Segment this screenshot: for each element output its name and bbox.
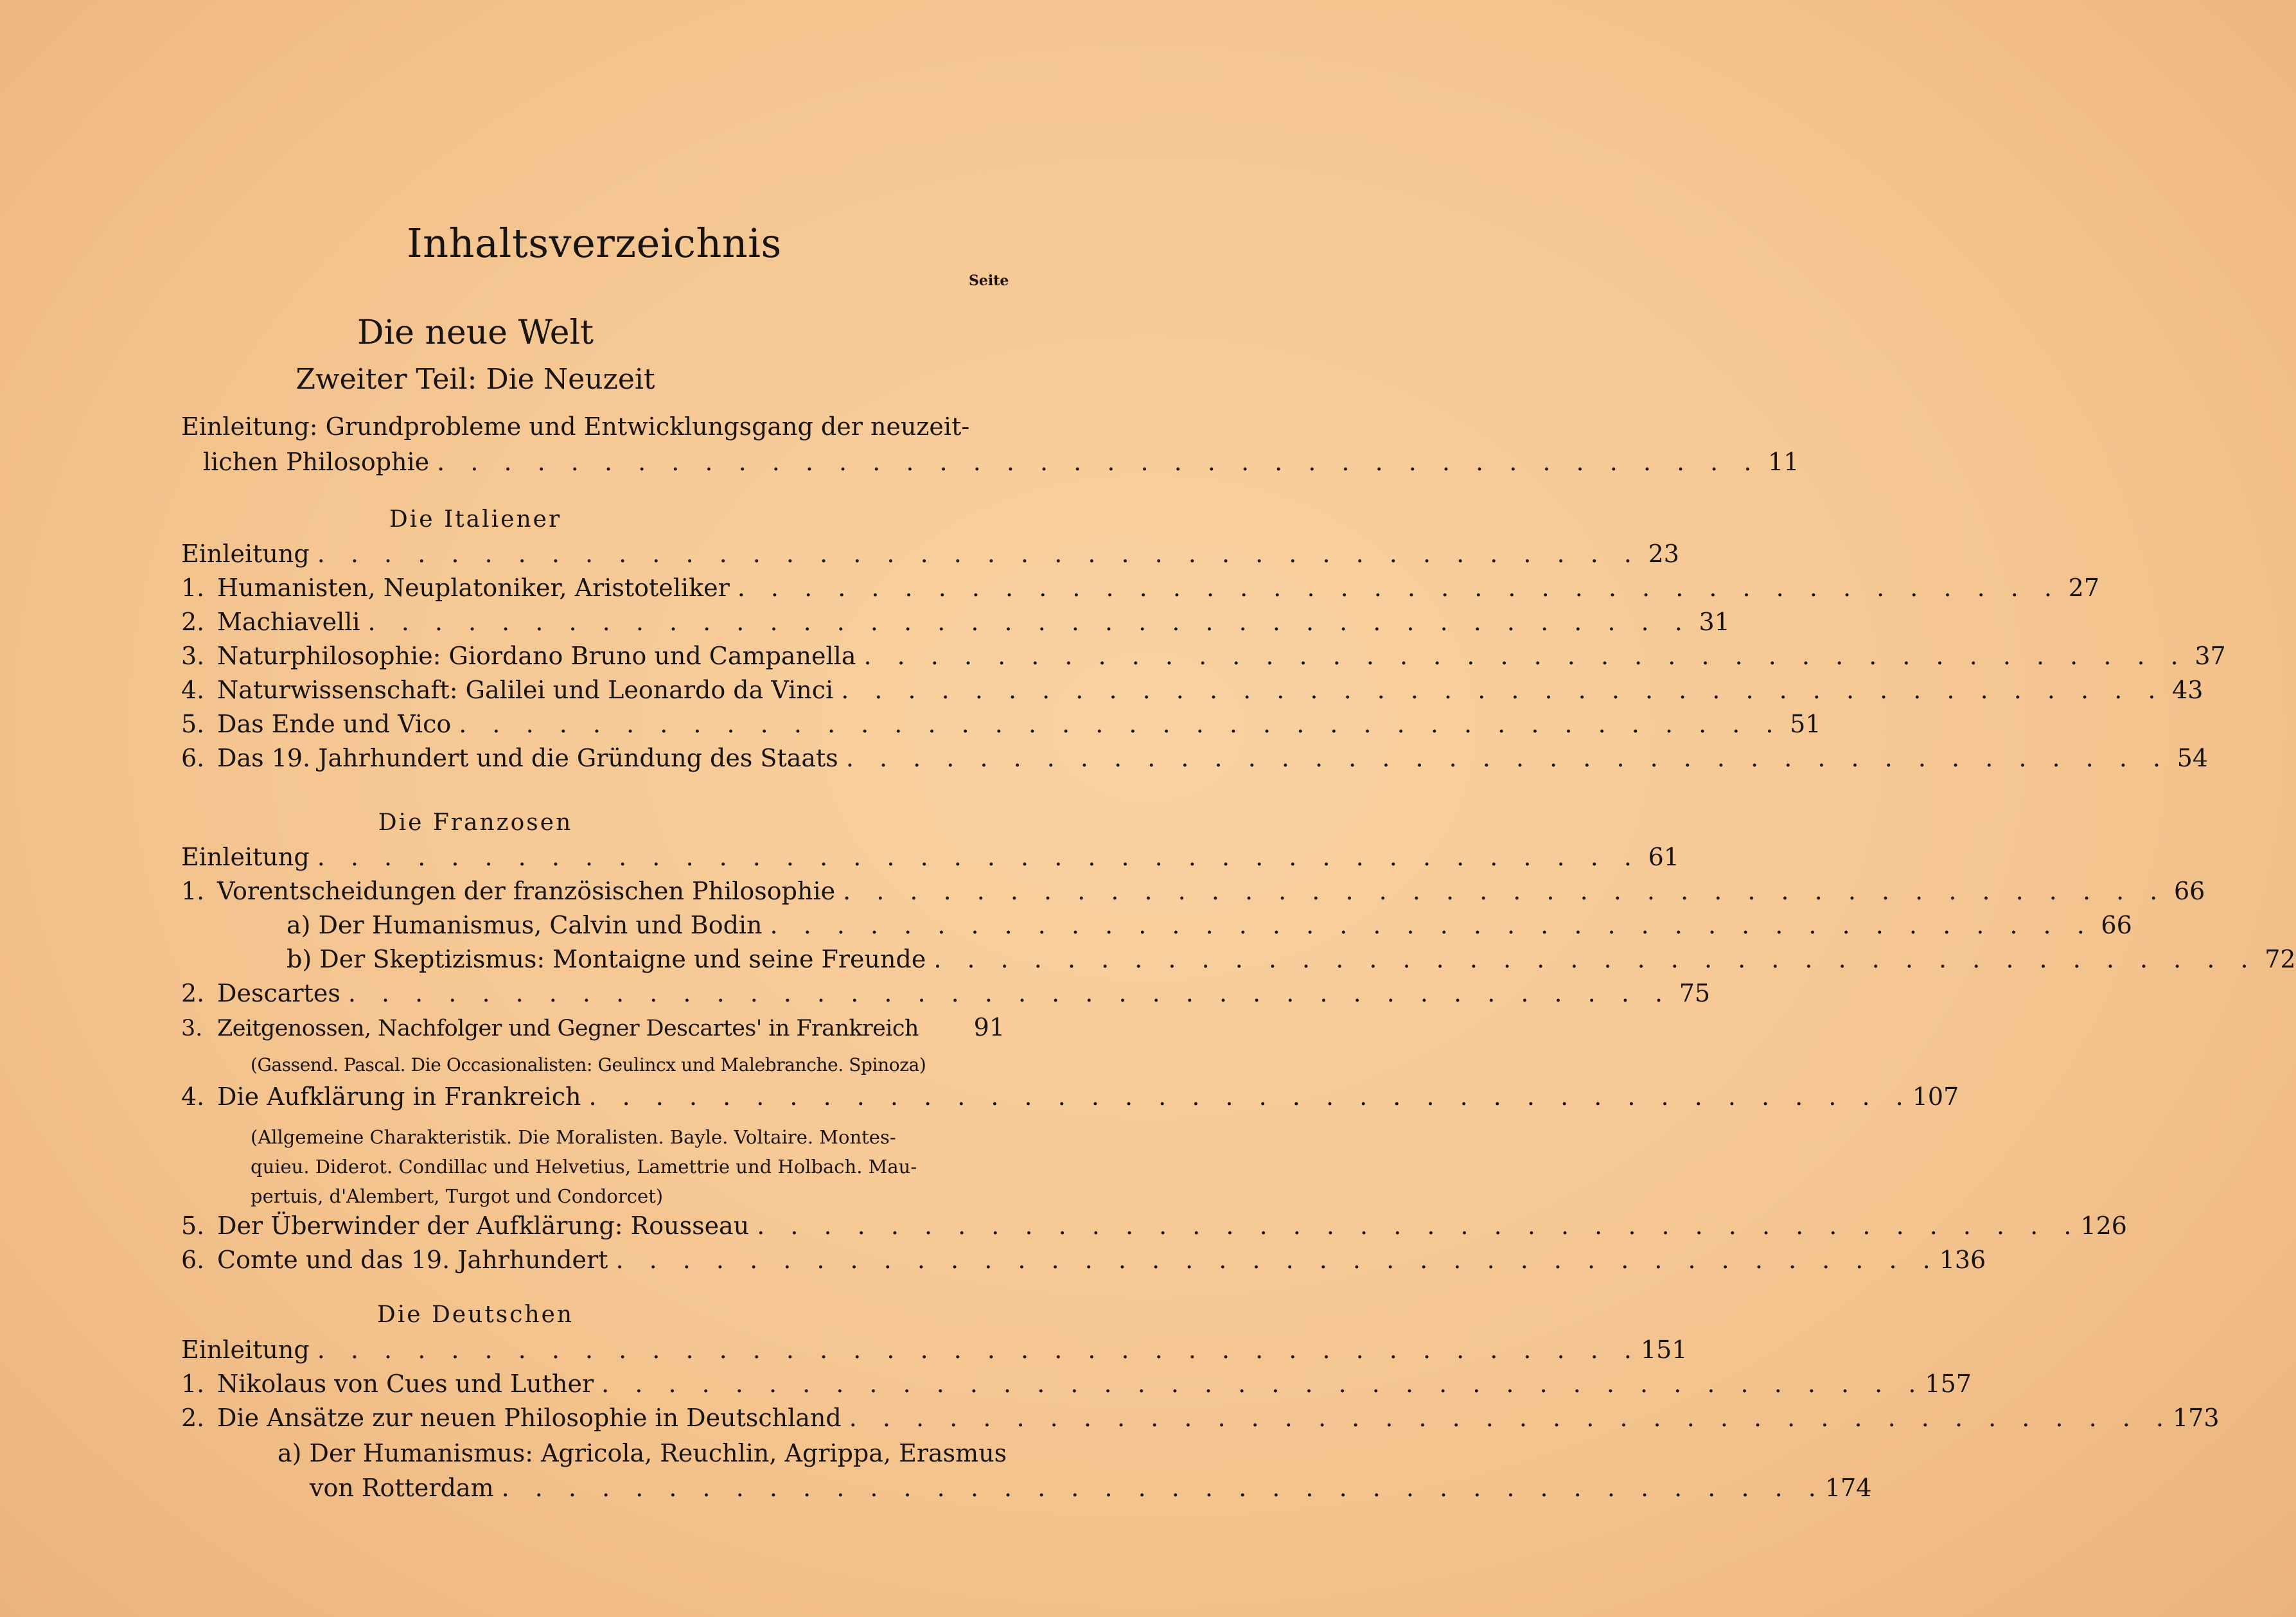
- entry-label: Der Überwinder der Aufklärung: Rousseau: [217, 1212, 750, 1240]
- entry-page: 54: [2177, 744, 2209, 772]
- toc-entry: [181, 710, 1821, 745]
- entry-label: Machiavelli: [217, 608, 360, 636]
- entry-page: 151: [1640, 1336, 1688, 1364]
- leader-dots: . . . . . . . . . . . . . . . . . . . . . . . . . . . . . . . . . . . . . . . .: [845, 744, 2170, 772]
- entry-page: 91: [973, 1013, 1005, 1041]
- toc-entry: [181, 1013, 1005, 1048]
- toc-entry: [181, 1370, 1972, 1404]
- toc-entry: [181, 744, 2209, 779]
- leader-dots: . . . . . . . . . . . . . . . . . . . . . . . . . . . . . . . . . . . . . . . .: [601, 1370, 1925, 1398]
- toc-subentry: [310, 1474, 1872, 1508]
- intro-entry: [203, 448, 1799, 482]
- leader-dots: . . . . . . . . . . . . . . . . . . . . . . . . . . . . . . . . . . . . . . . .: [437, 448, 1761, 476]
- toc-subentry: [287, 911, 2132, 946]
- entry-page: 174: [1824, 1474, 1872, 1502]
- toc-entry: [181, 877, 2205, 912]
- section-heading-franzosen: Die Franzosen: [378, 809, 573, 836]
- entry-page: 157: [1925, 1370, 1972, 1398]
- entry-page: 61: [1648, 843, 1679, 871]
- entry-number: 5.: [181, 1212, 205, 1240]
- entry-note: quieu. Diderot. Condillac und Helvetius, Lamettrie und Holbach. Mau-: [251, 1156, 917, 1178]
- entry-page: 27: [2068, 574, 2100, 602]
- entry-number: 2.: [181, 979, 205, 1007]
- entry-number: 2.: [181, 1404, 205, 1432]
- leader-dots: . . . . . . . . . . . . . . . . . . . . . . . . . . . . . . . . . . . . . . . .: [841, 676, 2165, 704]
- entry-label: Einleitung: [181, 540, 310, 568]
- entry-number: 6.: [181, 1246, 205, 1274]
- leader-dots: . . . . . . . . . . . . . . . . . . . . . . . . . . . . . . . . . . . . . . . .: [317, 540, 1641, 568]
- entry-page: 173: [2172, 1404, 2220, 1432]
- entry-number: 3.: [181, 1016, 203, 1041]
- entry-label: Einleitung: [181, 1336, 310, 1364]
- entry-label: Descartes: [217, 979, 340, 1007]
- toc-entry: [181, 979, 1711, 1014]
- entry-label: Einleitung: [181, 843, 310, 871]
- leader-dots: . . . . . . . . . . . . . . . . . . . . . . . . . . . . . . . . . . . . . . . .: [863, 642, 2187, 670]
- entry-note: pertuis, d'Alembert, Turgot und Condorcet): [251, 1185, 664, 1207]
- section-heading-italiener: Die Italiener: [389, 506, 562, 533]
- leader-dots: . . . . . . . . . . . . . . . . . . . . . . . . . . . . . . . . . . . . . . . .: [501, 1474, 1825, 1502]
- leader-dots: . . . . . . . . . . . . . . . . . . . . . . . . . . . . . . . . . . . . . . . .: [849, 1404, 2173, 1432]
- entry-label: b) Der Skeptizismus: Montaigne und seine Freunde: [287, 945, 926, 973]
- entry-label: Humanisten, Neuplatoniker, Aristoteliker: [217, 574, 730, 602]
- leader-dots: . . . . . . . . . . . . . . . . . . . . . . . . . . . . . . . . . . . . . . . .: [459, 710, 1783, 738]
- entry-label: Naturwissenschaft: Galilei und Leonardo da Vinci: [217, 676, 834, 704]
- intro-entry-line1: Einleitung: Grundprobleme und Entwicklungsgang der neuzeit-: [181, 412, 970, 441]
- entry-page: 23: [1648, 540, 1679, 568]
- entry-number: 4.: [181, 676, 205, 704]
- leader-dots: . . . . . . . . . . . . . . . . . . . . . . . . . . . . . . . . . . . . . . . .: [770, 911, 2094, 939]
- toc-entry: [181, 574, 2100, 608]
- toc-entry: [181, 1246, 1986, 1280]
- leader-dots: . . . . . . . . . . . . . . . . . . . . . . . . . . . . . . . . . . . . . . . .: [843, 877, 2167, 905]
- toc-entry: [181, 1082, 1959, 1117]
- entry-label: Naturphilosophie: Giordano Bruno und Campanella: [217, 642, 856, 670]
- entry-label: Die Aufklärung in Frankreich: [217, 1082, 581, 1111]
- leader-dots: . . . . . . . . . . . . . . . . . . . . . . . . . . . . . . . . . . . . . . . .: [317, 843, 1641, 871]
- part-title: Die neue Welt: [357, 314, 594, 352]
- toc-entry: [181, 642, 2226, 676]
- section-heading-deutschen: Die Deutschen: [376, 1302, 574, 1328]
- toc-entry: [181, 540, 1679, 574]
- toc-entry: [181, 676, 2203, 711]
- leader-dots: . . . . . . . . . . . . . . . . . . . . . . . . . . . . . . . . . . . . . . . .: [588, 1082, 1912, 1111]
- leader-dots: . . . . . . . . . . . . . . . . . . . . . . . . . . . . . . . . . . . . . . . .: [367, 608, 1691, 636]
- entry-label: Nikolaus von Cues und Luther: [217, 1370, 594, 1398]
- toc-entry: [181, 843, 1679, 878]
- entry-label: Das Ende und Vico: [217, 710, 452, 738]
- entry-number: 4.: [181, 1082, 205, 1111]
- leader-dots: . . . . . . . . . . . . . . . . . . . . . . . . . . . . . . . . . . . . . . . .: [737, 574, 2062, 602]
- entry-page: 107: [1912, 1082, 1959, 1111]
- page-title: Inhaltsverzeichnis: [407, 220, 782, 267]
- entry-label: Vorentscheidungen der französischen Philosophie: [217, 877, 836, 905]
- entry-page: 75: [1679, 979, 1711, 1007]
- entry-page: 136: [1939, 1246, 1986, 1274]
- leader-dots: . . . . . . . . . . . . . . . . . . . . . . . . . . . . . . . . . . . . . . . .: [757, 1212, 2081, 1240]
- toc-entry: [181, 1336, 1688, 1370]
- leader-dots: . . . . . . . . . . . . . . . . . . . . . . . . . . . . . . . . . . . . . . . .: [348, 979, 1672, 1007]
- entry-page: 66: [2173, 877, 2205, 905]
- entry-number: 3.: [181, 642, 205, 670]
- toc-entry: [181, 608, 1730, 642]
- page-column-label: Seite: [969, 272, 1009, 289]
- entry-note: (Allgemeine Charakteristik. Die Moralisten. Bayle. Voltaire. Montes-: [251, 1126, 896, 1148]
- entry-label: Die Ansätze zur neuen Philosophie in Deutschland: [217, 1404, 842, 1432]
- leader-dots: . . . . . . . . . . . . . . . . . . . . . . . . . . . . . . . . . . . . . . . .: [317, 1336, 1641, 1364]
- entry-label: Das 19. Jahrhundert und die Gründung des Staats: [217, 744, 838, 772]
- entry-number: 1.: [181, 1370, 205, 1398]
- leader-dots: . . . . . . . . . . . . . . . . . . . . . . . . . . . . . . . . . . . . . . . .: [615, 1246, 1939, 1274]
- entry-note: (Gassend. Pascal. Die Occasionalisten: Geulincx und Malebranche. Spinoza): [251, 1054, 926, 1075]
- entry-page: 66: [2101, 911, 2132, 939]
- entry-label: lichen Philosophie: [203, 448, 430, 476]
- entry-page: 31: [1699, 608, 1730, 636]
- entry-label: von Rotterdam: [310, 1474, 494, 1502]
- entry-number: 5.: [181, 710, 205, 738]
- toc-subentry: [287, 945, 2296, 980]
- entry-page: 72: [2265, 945, 2296, 973]
- entry-page: 43: [2172, 676, 2203, 704]
- entry-number: 6.: [181, 744, 205, 772]
- part-subtitle: Zweiter Teil: Die Neuzeit: [296, 363, 655, 396]
- entry-number: 2.: [181, 608, 205, 636]
- leader-dots: . . . . . . . . . . . . . . . . . . . . . . . . . . . . . . . . . . . . . . . .: [933, 945, 2257, 973]
- entry-number: 1.: [181, 877, 205, 905]
- entry-page: 126: [2080, 1212, 2127, 1240]
- toc-subentry-line1: a) Der Humanismus: Agricola, Reuchlin, Agrippa, Erasmus: [278, 1439, 1007, 1467]
- entry-label: a) Der Humanismus, Calvin und Bodin: [287, 911, 763, 939]
- entry-number: 1.: [181, 574, 205, 602]
- toc-entry: [181, 1212, 2127, 1246]
- entry-page: 51: [1790, 710, 1821, 738]
- entry-label: Zeitgenossen, Nachfolger und Gegner Descartes' in Frankreich: [217, 1016, 919, 1041]
- entry-page: 11: [1768, 448, 1799, 476]
- entry-label: Comte und das 19. Jahrhundert: [217, 1246, 608, 1274]
- toc-entry: [181, 1404, 2220, 1438]
- entry-page: 37: [2194, 642, 2226, 670]
